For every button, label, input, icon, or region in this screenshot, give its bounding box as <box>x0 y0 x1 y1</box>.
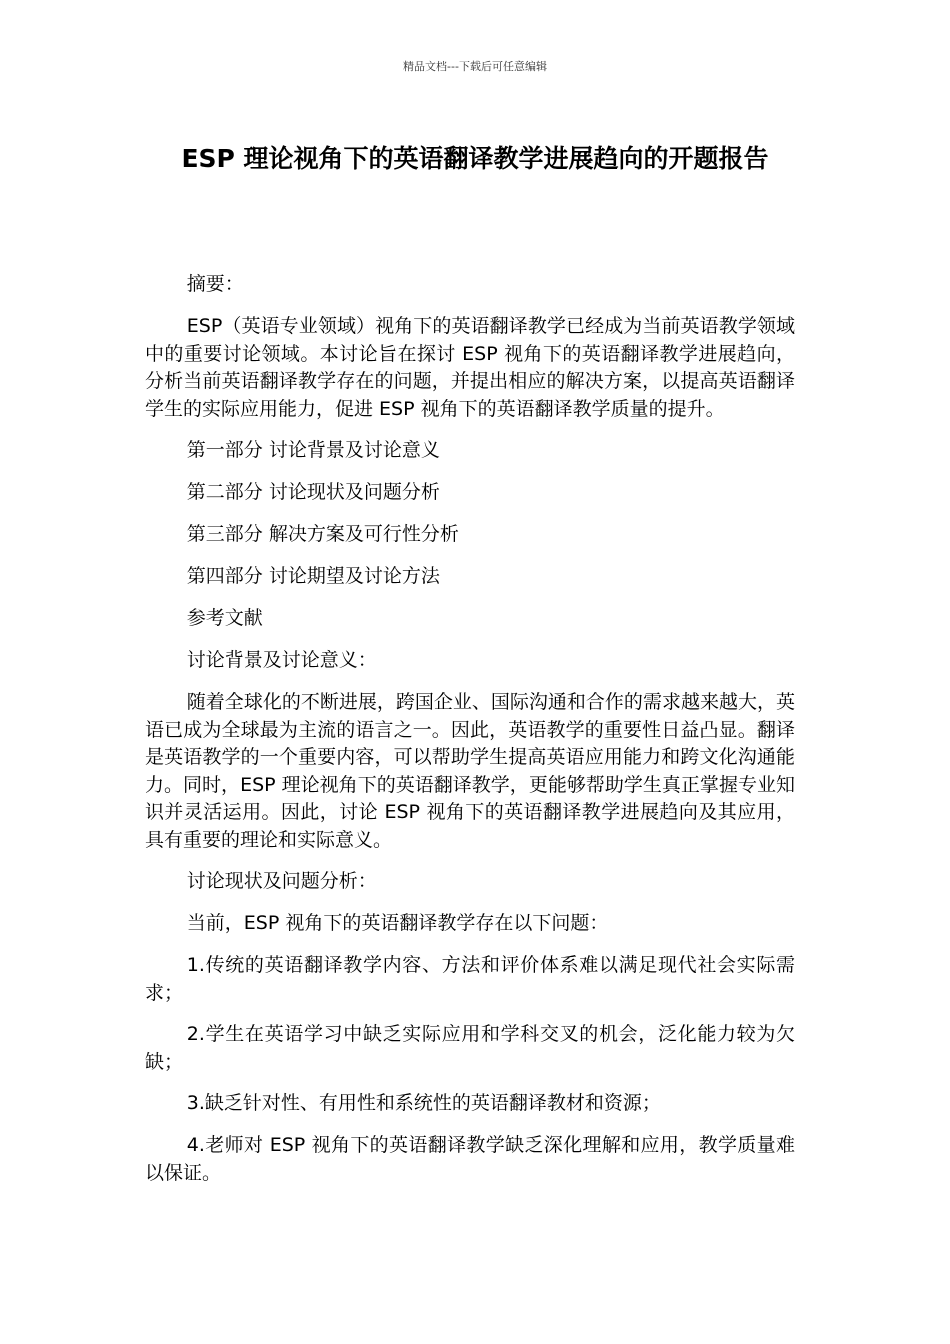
abstract-paragraph: ESP（英语专业领域）视角下的英语翻译教学已经成为当前英语教学领域中的重要讨论领域。本讨论旨在探讨 ESP 视角下的英语翻译教学进展趋向，分析当前英语翻译教学存在的问题，并提出相应的解决方案，以提高英语翻译学生的实际应用能力，促进 ESP 视角下的英语翻译教学质量的提升。 <box>145 315 795 420</box>
problem-list-item: 4.老师对 ESP 视角下的英语翻译教学缺乏深化理解和应用，教学质量难以保证。 <box>145 1134 795 1184</box>
document-body <box>145 271 795 1201</box>
outline-item-part-1: 第一部分 讨论背景及讨论意义 <box>186 439 440 461</box>
page-header: 精品文档---下载后可任意编辑 <box>403 60 547 73</box>
section-heading-status: 讨论现状及问题分析： <box>186 870 377 892</box>
problem-list-item: 3.缺乏针对性、有用性和系统性的英语翻译教材和资源； <box>186 1092 661 1114</box>
section-heading-background: 讨论背景及讨论意义： <box>186 649 377 671</box>
outline-item-part-2: 第二部分 讨论现状及问题分析 <box>186 481 440 503</box>
background-paragraph: 随着全球化的不断进展，跨国企业、国际沟通和合作的需求越来越大，英语已成为全球最为主流的语言之一。因此，英语教学的重要性日益凸显。翻译是英语教学的一个重要内容，可以帮助学生提高英语应用能力和跨文化沟通能力。同时，ESP 理论视角下的英语翻译教学，更能够帮助学生真正掌握专业知识并灵活运用。因此，讨论 ESP 视角下的英语翻译教学进展趋向及其应用，具有重要的理论和实际意义。 <box>145 691 795 851</box>
document-title: ESP 理论视角下的英语翻译教学进展趋向的开题报告 <box>181 144 769 173</box>
outline-item-references: 参考文献 <box>186 607 263 629</box>
outline-item-part-4: 第四部分 讨论期望及讨论方法 <box>186 565 440 587</box>
outline-item-part-3: 第三部分 解决方案及可行性分析 <box>186 523 459 545</box>
problem-list-item: 2.学生在英语学习中缺乏实际应用和学科交叉的机会，泛化能力较为欠缺； <box>145 1023 795 1073</box>
status-intro-paragraph: 当前，ESP 视角下的英语翻译教学存在以下问题： <box>186 912 609 934</box>
abstract-heading: 摘要： <box>186 273 244 295</box>
problem-list-item: 1.传统的英语翻译教学内容、方法和评价体系难以满足现代社会实际需求； <box>145 954 795 1004</box>
